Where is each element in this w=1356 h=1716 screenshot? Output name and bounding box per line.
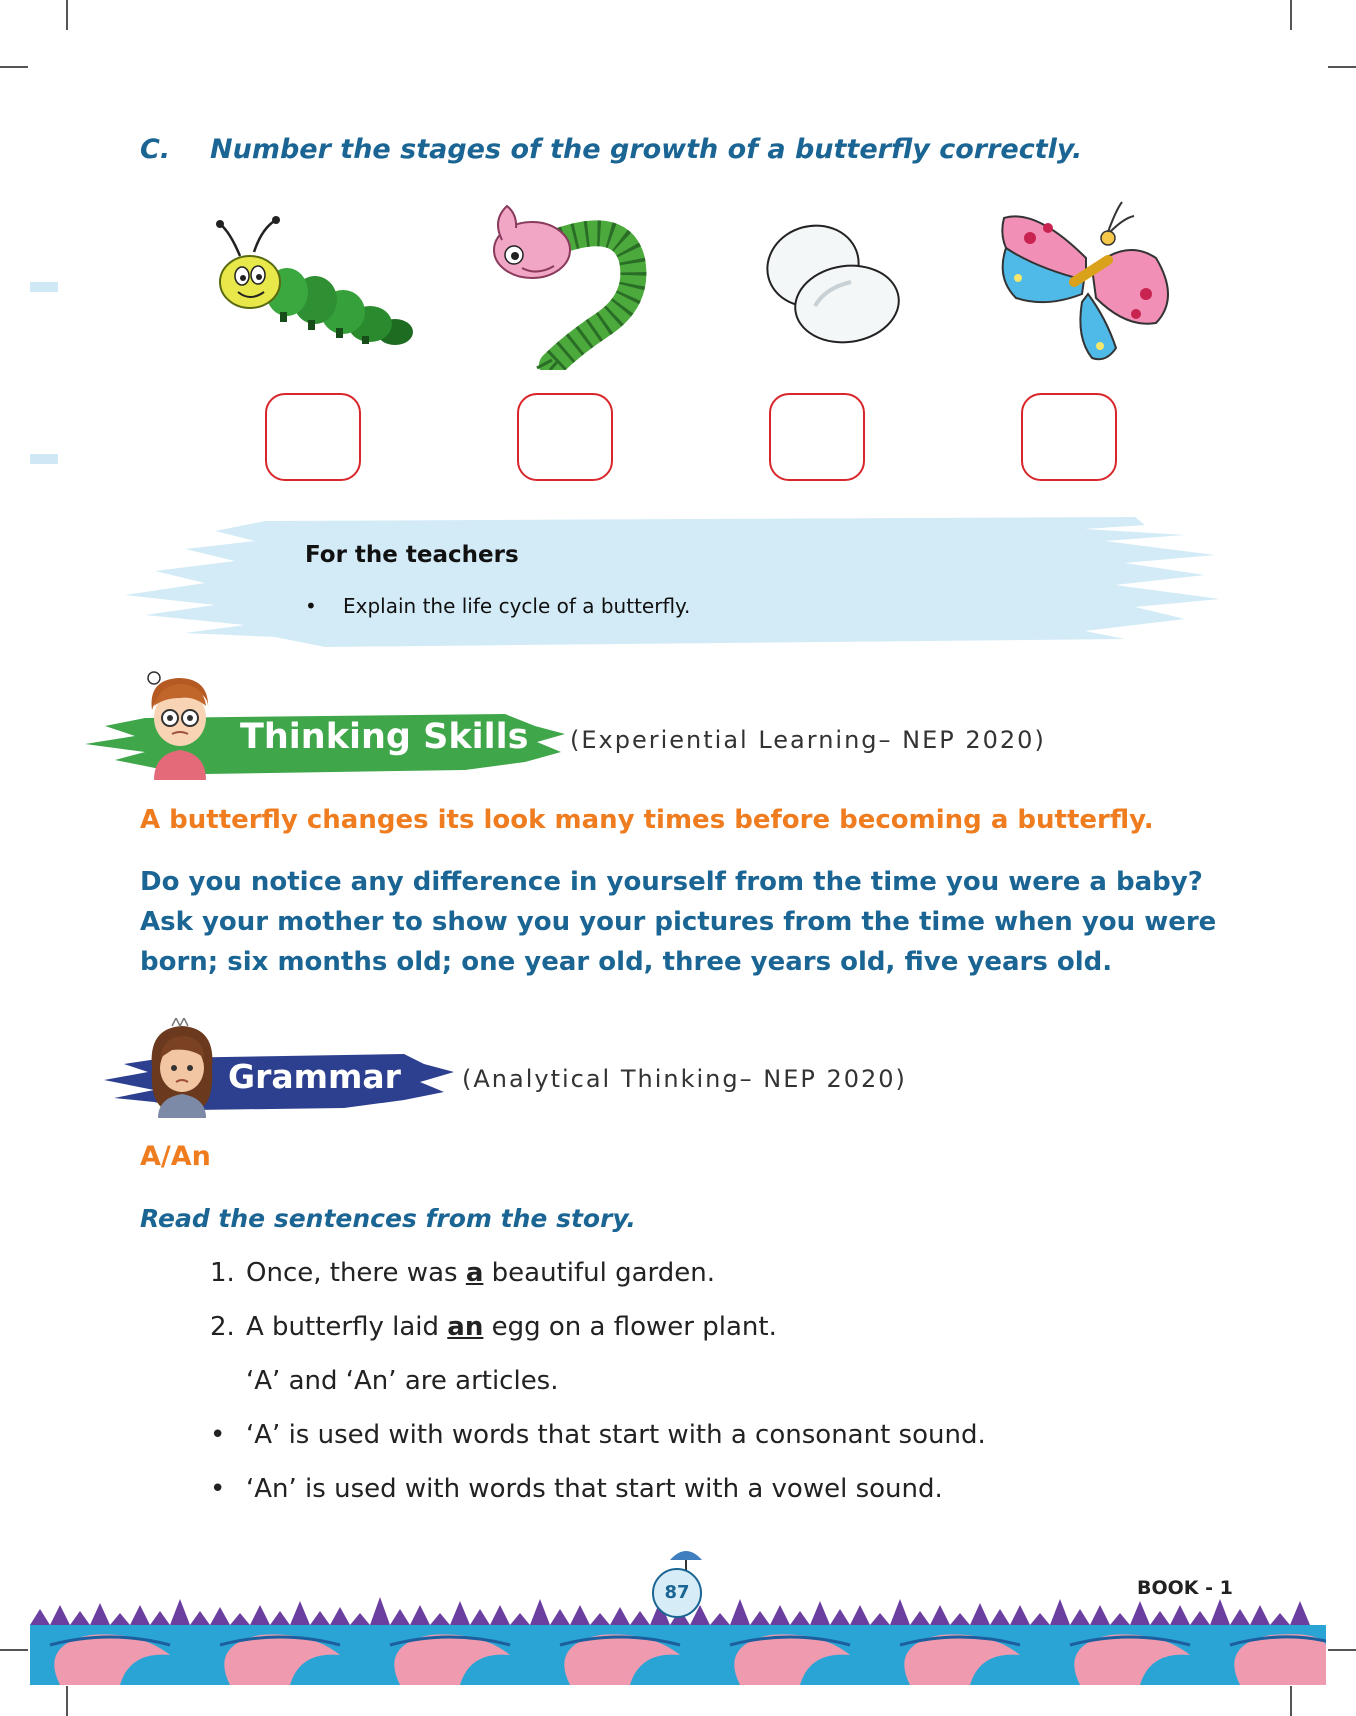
- bullet: •: [305, 594, 317, 618]
- eggs-illustration: [755, 218, 905, 348]
- crop-mark: [0, 1649, 28, 1651]
- rule-text: ‘An’ is used with words that start with a vowel sound.: [246, 1474, 943, 1504]
- teachers-note-text: Explain the life cycle of a butterfly.: [343, 594, 691, 618]
- exercise-heading: [140, 134, 1082, 165]
- sentence-1: [210, 1258, 715, 1288]
- umbrella-icon: [668, 1546, 704, 1570]
- answer-box-pupa[interactable]: [517, 393, 613, 481]
- crop-mark: [1328, 1649, 1356, 1651]
- crop-mark: [1290, 1686, 1292, 1716]
- rule-1: [210, 1420, 986, 1450]
- rule-2: [210, 1474, 943, 1504]
- grammar-topic: A/An: [140, 1141, 211, 1172]
- edge-mark: [30, 282, 58, 292]
- caterpillar-illustration: [210, 212, 415, 347]
- crop-mark: [0, 66, 28, 68]
- thinking-skills-tag: (Experiential Learning– NEP 2020): [570, 726, 1046, 754]
- grammar-instruction: Read the sentences from the story.: [140, 1204, 636, 1233]
- crop-mark: [1328, 66, 1356, 68]
- exercise-letter: C.: [140, 134, 171, 165]
- sentence-number: 2.: [210, 1312, 235, 1342]
- pupa-illustration: [482, 200, 652, 370]
- sentence-number: 1.: [210, 1258, 235, 1288]
- crop-mark: [1290, 0, 1292, 30]
- article-highlight: a: [465, 1258, 484, 1288]
- answer-box-butterfly[interactable]: [1021, 393, 1117, 481]
- answer-box-caterpillar[interactable]: [265, 393, 361, 481]
- book-label: BOOK - 1: [1137, 1577, 1233, 1599]
- teachers-note-background: [125, 515, 1225, 650]
- grammar-girl-icon: [142, 1018, 222, 1118]
- crop-mark: [66, 1686, 68, 1716]
- teachers-note-title: For the teachers: [305, 542, 519, 568]
- answer-box-eggs[interactable]: [769, 393, 865, 481]
- sentence-text: beautiful garden.: [483, 1258, 716, 1288]
- butterfly-illustration: [996, 198, 1178, 366]
- articles-note-text: ‘A’ and ‘An’ are articles.: [246, 1366, 559, 1396]
- exercise-instruction: Number the stages of the growth of a butterfly correctly.: [210, 134, 1083, 165]
- bullet: •: [210, 1474, 226, 1504]
- thinking-skills-label: Thinking Skills: [240, 717, 529, 757]
- rule-text: ‘A’ is used with words that start with a consonant sound.: [246, 1420, 986, 1450]
- sentence-text: Once, there was: [246, 1258, 466, 1288]
- edge-mark: [30, 454, 58, 464]
- article-highlight: an: [447, 1312, 484, 1342]
- sentence-text: egg on a flower plant.: [483, 1312, 777, 1342]
- sentence-text: A butterfly laid: [246, 1312, 448, 1342]
- thinking-highlight: A butterfly changes its look many times before becoming a butterfly.: [140, 805, 1154, 835]
- thinking-question: Do you notice any difference in yourself from the time you were a baby? Ask your mother to show you your pictures from the time when you were born; six months old; one year old, three years old, five years old.: [140, 867, 1217, 977]
- bullet: •: [210, 1420, 226, 1450]
- teachers-note-item: [305, 594, 690, 618]
- articles-note: [246, 1366, 559, 1396]
- grammar-tag: (Analytical Thinking– NEP 2020): [462, 1065, 907, 1093]
- sentence-2: [210, 1312, 777, 1342]
- crop-mark: [66, 0, 68, 30]
- page-number: 87: [652, 1568, 702, 1618]
- thinking-boy-icon: [140, 670, 220, 780]
- grammar-label: Grammar: [228, 1057, 401, 1096]
